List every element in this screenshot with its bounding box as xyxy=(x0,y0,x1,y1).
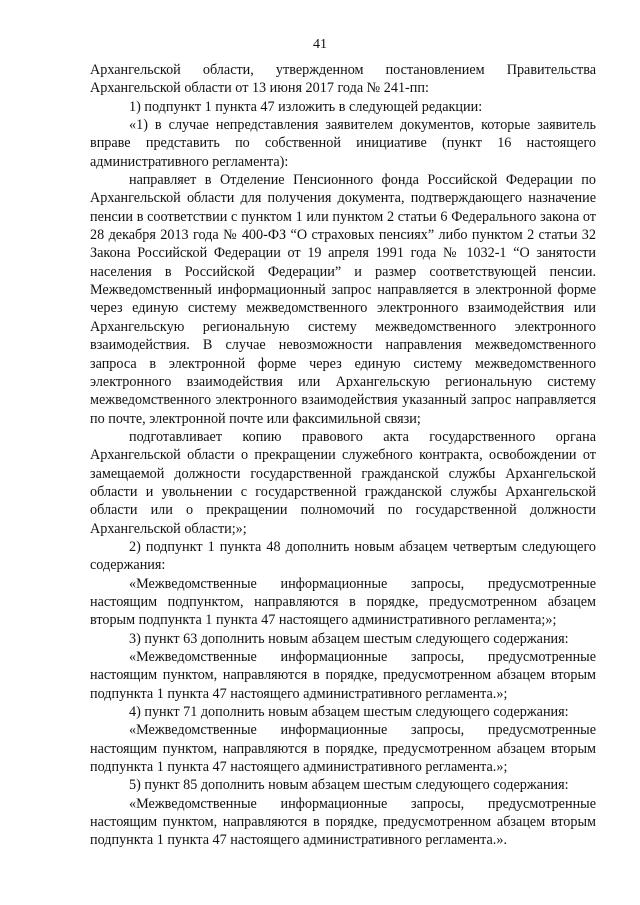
paragraph-continuation: Архангельской области, утвержденном постановлением Правительства Архангельской области от 13 июня 2017 года № 241-пп: xyxy=(90,62,596,97)
paragraph-item-1: 1) подпункт 1 пункта 47 изложить в следующей редакции: xyxy=(129,98,483,115)
paragraph-item-4: 4) пункт 71 дополнить новым абзацем шестым следующего содержания: xyxy=(129,704,569,721)
paragraph-item-3: 3) пункт 63 дополнить новым абзацем шестым следующего содержания: xyxy=(129,630,569,647)
paragraph-item-2: 2) подпункт 1 пункта 48 дополнить новым абзацем четвертым следующего содержания: xyxy=(90,538,596,574)
paragraph-quote-item-4: «Межведомственные информационные запросы, предусмотренные настоящим пунктом, направляются в порядке, предусмотренном абзацем вторым подпункта 1 пункта 47 настоящего административного регламента.»; xyxy=(90,722,596,776)
paragraph-pension-request: направляет в Отделение Пенсионного фонда Российской Федерации по Архангельской области для получения документа, подтверждающего назначение пенсии в соответствии с пунктом 1 или пунктом 2 статьи 6 Федерального закона от 28 декабря 2013 года № 400-ФЗ “О страховых пенсиях” либо пунктом 2 статьи 32 Закона Российской Федерации от 19 апреля 1991 года № 1032-1 “О занятости населения в Российской Федерации” и размер соответствующей пенсии. Межведомственный информационный запрос направляется в электронной форме через единую систему межведомственного электронного взаимодействия или Архангельскую региональную систему межведомственного электронного взаимодействия. В случае невозможности направления межведомственного запроса в электронной форме через единую систему межведомственного электронного взаимодействия или Архангельскую региональную систему межведомственного электронного взаимодействия указанный запрос направляется по почте, электронной почте или факсимильной связи; xyxy=(90,172,596,427)
paragraph-quote-start: «1) в случае непредставления заявителем документов, которые заявитель вправе представить по собственной инициативе (пункт 16 настоящего административного регламента): xyxy=(90,117,596,170)
paragraph-legal-act-copy: подготавливает копию правового акта государственного органа Архангельской области о прекращении служебного контракта, освобождении от замещаемой должности государственной гражданской службы Архангельской области и увольнении с государственной гражданской службы Архангельской области или о прекращении полномочий по государственной должности Архангельской области;»; xyxy=(90,428,596,537)
document-body xyxy=(90,61,596,850)
paragraph-quote-item-3: «Межведомственные информационные запросы, предусмотренные настоящим пунктом, направляются в порядке, предусмотренном абзацем вторым подпункта 1 пункта 47 настоящего административного регламента.»; xyxy=(90,649,596,702)
paragraph-quote-item-5: «Межведомственные информационные запросы, предусмотренные настоящим пунктом, направляются в порядке, предусмотренном абзацем вторым подпункта 1 пункта 47 настоящего административного регламента.». xyxy=(90,795,596,849)
paragraph-item-5: 5) пункт 85 дополнить новым абзацем шестым следующего содержания: xyxy=(129,777,569,794)
page-number: 41 xyxy=(313,37,327,52)
paragraph-quote-item-2: «Межведомственные информационные запросы, предусмотренные настоящим подпунктом, направляются в порядке, предусмотренном абзацем вторым подпункта 1 пункта 47 настоящего административного регламента;»; xyxy=(90,575,596,629)
